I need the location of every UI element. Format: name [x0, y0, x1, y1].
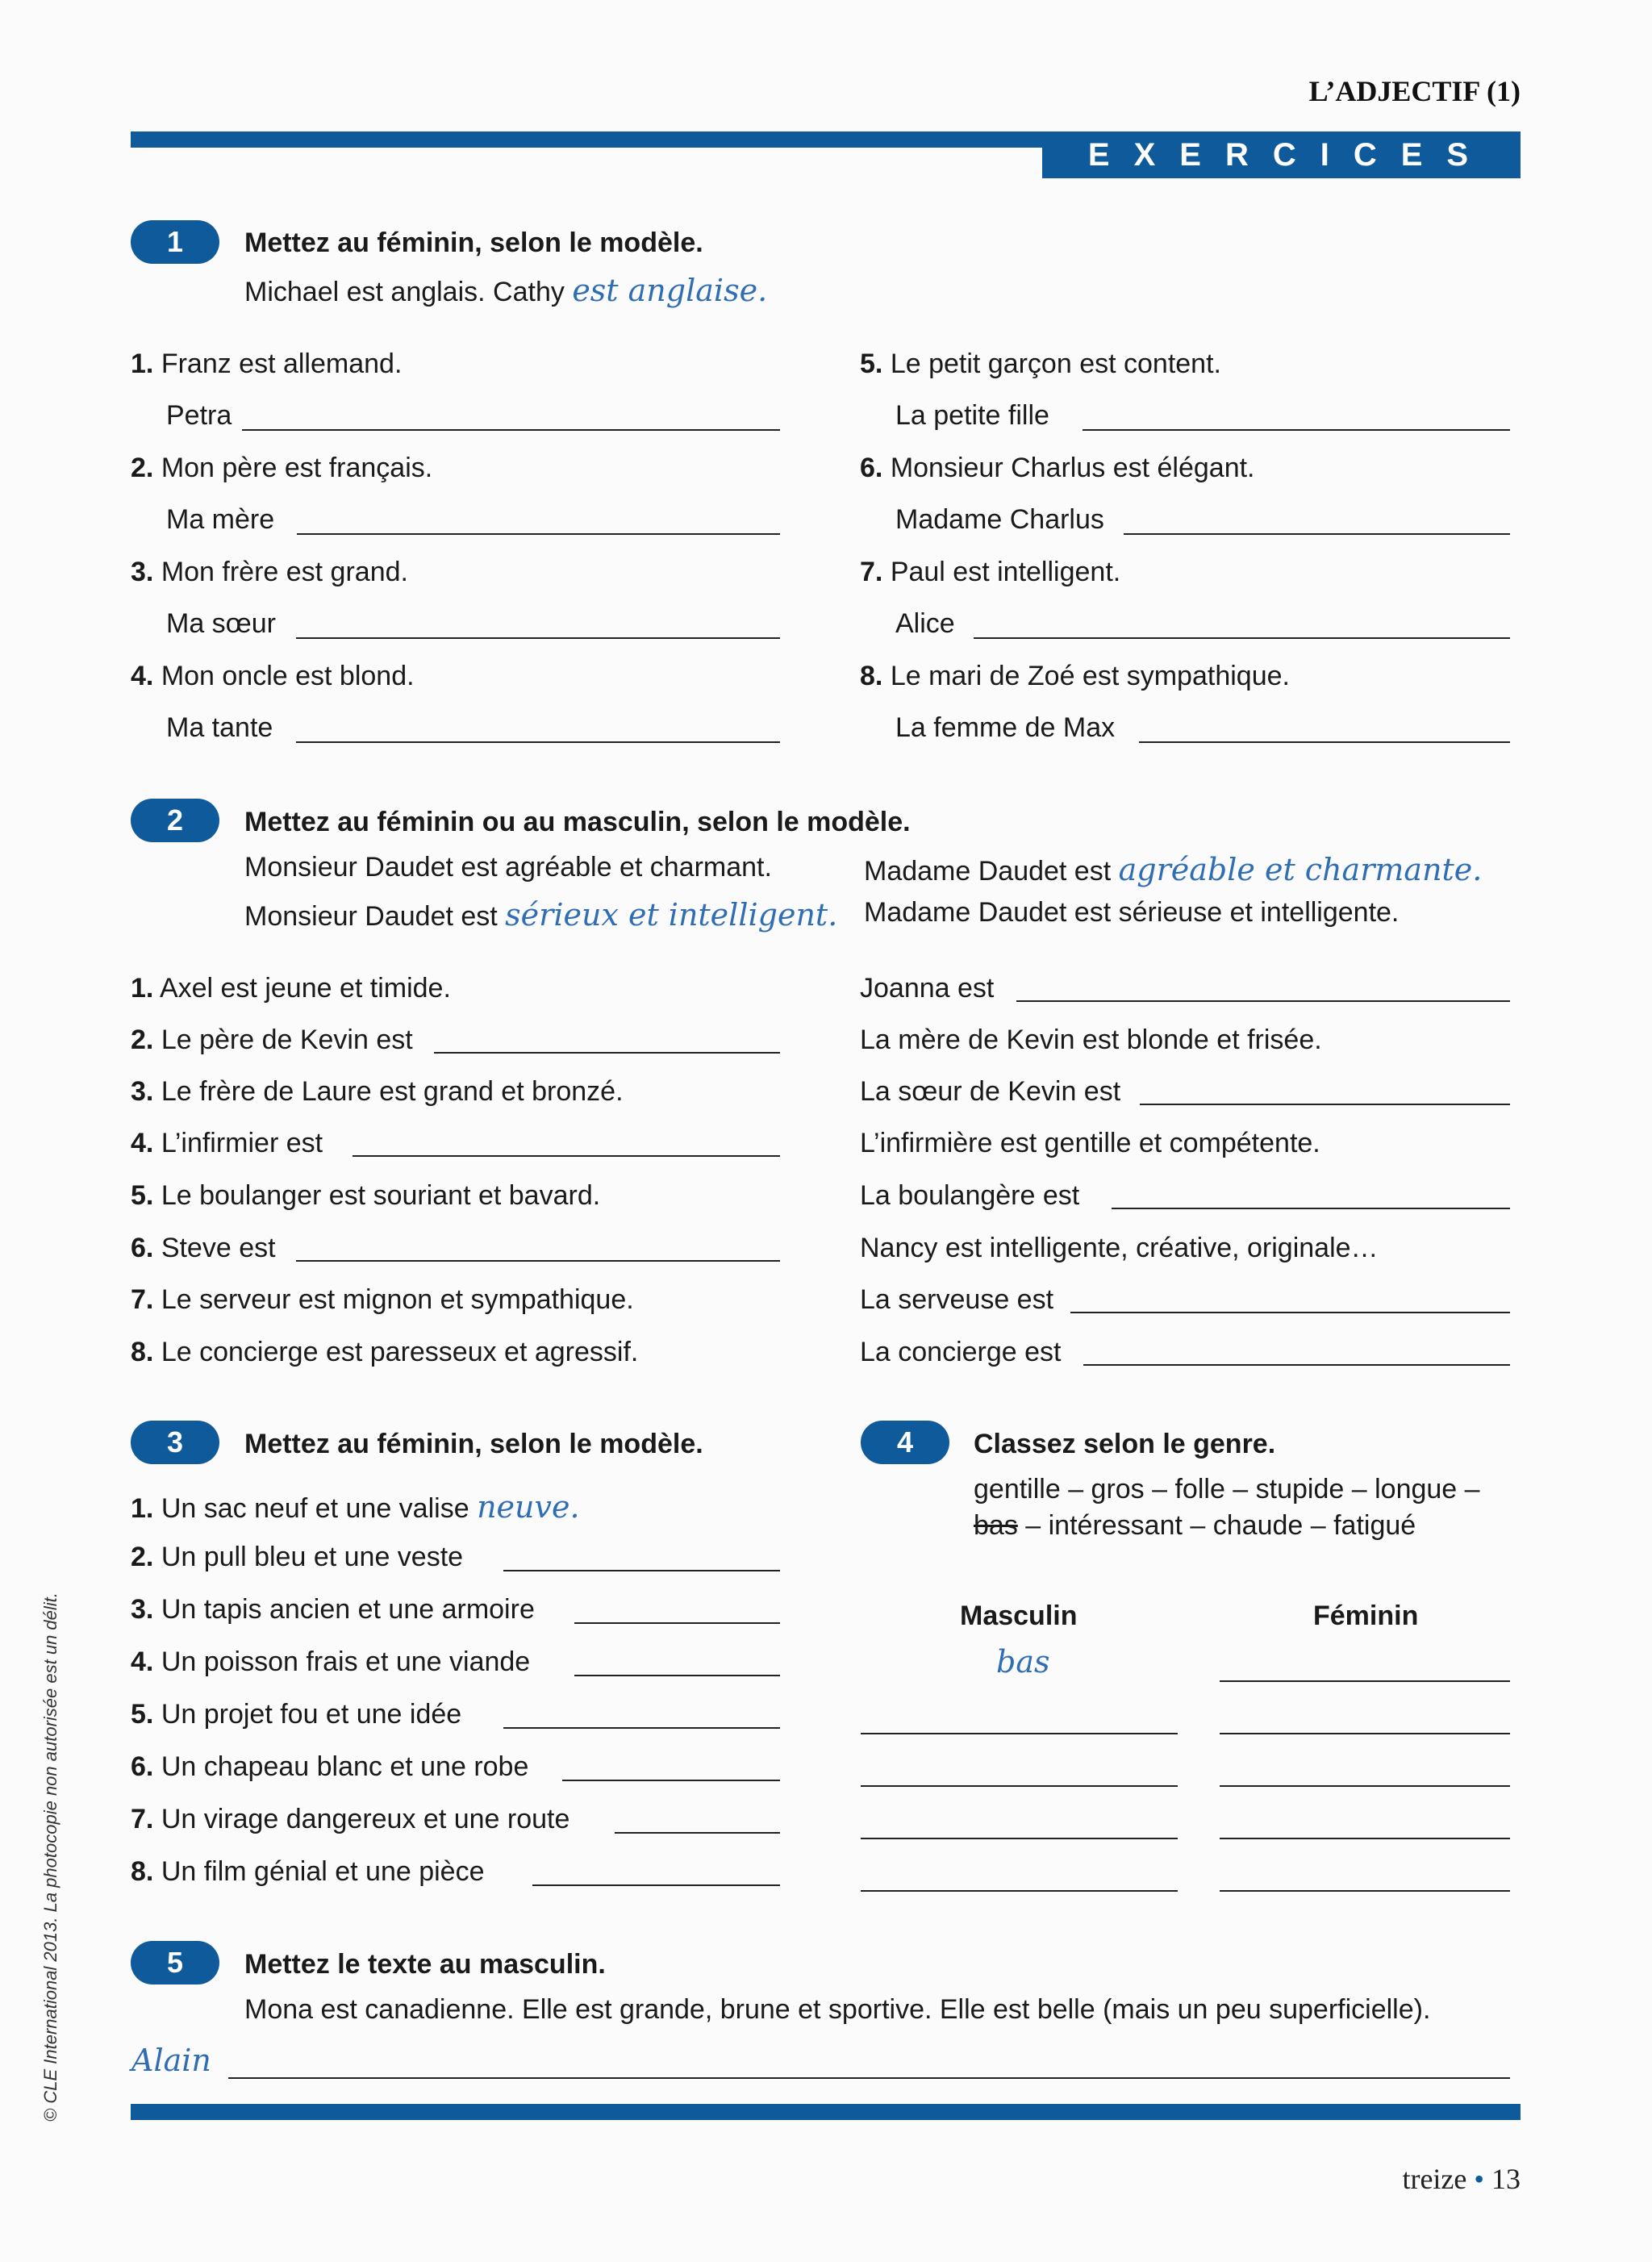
item-sentence: Un sac neuf et une valise: [161, 1493, 469, 1524]
page-number-word: treize: [1402, 2163, 1467, 2195]
header-rule: [131, 131, 1042, 148]
answer-line[interactable]: [296, 1260, 780, 1262]
feminin-answer-line[interactable]: [1220, 1890, 1510, 1892]
masculin-answer-line[interactable]: [861, 1785, 1178, 1787]
model-text: Monsieur Daudet est: [244, 901, 506, 932]
ex1-item: [131, 661, 415, 692]
ex3-item: [131, 1751, 528, 1783]
word-list-rest: – intéressant – chaude – fatigué: [1017, 1510, 1416, 1541]
ex2-left-item: [131, 1076, 624, 1108]
ex1-prompt: Ma mère: [166, 504, 275, 535]
answer-line[interactable]: [615, 1832, 780, 1834]
answer-line[interactable]: [297, 533, 780, 535]
item-number: 2.: [131, 453, 154, 483]
item-number: 4.: [131, 1128, 154, 1158]
masculin-answer-line[interactable]: [861, 1890, 1178, 1892]
item-sentence: Steve est: [161, 1233, 276, 1263]
ex2-model-left-1: Monsieur Daudet est agréable et charmant.: [244, 852, 772, 883]
ex2-left-item: [131, 1233, 276, 1264]
answer-line[interactable]: [1124, 533, 1510, 535]
ex3-item: [131, 1646, 530, 1678]
item-number: 3.: [131, 557, 154, 587]
item-number: 1.: [131, 973, 154, 1004]
ex2-left-item: [131, 1128, 323, 1159]
item-number: 7.: [860, 557, 883, 587]
ex2-right-item: La mère de Kevin est blonde et frisée.: [860, 1025, 1322, 1055]
ex2-model-right-2: Madame Daudet est sérieuse et intelligente.: [864, 897, 1400, 928]
feminin-answer-line[interactable]: [1220, 1680, 1510, 1682]
ex1-prompt: Petra: [166, 400, 232, 431]
exercise-5-badge: 5: [131, 1941, 219, 1984]
ex1-item: [131, 453, 432, 484]
item-number: 3.: [131, 1594, 154, 1625]
answer-line[interactable]: [532, 1884, 780, 1886]
answer-line[interactable]: [1083, 1364, 1510, 1366]
item-number: 4.: [131, 1646, 154, 1677]
item-number: 6.: [860, 453, 883, 483]
answer-line[interactable]: [1139, 741, 1510, 743]
answer-line[interactable]: [296, 741, 780, 743]
ex4-word-list-line-2: [974, 1510, 1416, 1542]
ex1-prompt: Ma tante: [166, 712, 273, 743]
exercise-1-instruction: Mettez au féminin, selon le modèle.: [244, 227, 703, 258]
answer-line[interactable]: [974, 637, 1510, 639]
ex2-right-item: Joanna est: [860, 973, 995, 1004]
feminin-answer-line[interactable]: [1220, 1785, 1510, 1787]
item-number: 6.: [131, 1751, 154, 1782]
item-number: 7.: [131, 1284, 154, 1315]
ex2-right-item: La sœur de Kevin est: [860, 1076, 1121, 1107]
ex1-item: [131, 557, 408, 588]
answer-line[interactable]: [242, 429, 780, 431]
item-number: 3.: [131, 1076, 154, 1107]
example-handwritten-answer: est anglaise: [572, 273, 758, 308]
ex1-item: [131, 348, 402, 380]
answer-line[interactable]: [1140, 1104, 1510, 1105]
ex2-right-item: Nancy est intelligente, créative, originale…: [860, 1233, 1379, 1263]
answer-line[interactable]: [1070, 1312, 1510, 1313]
answer-line[interactable]: [228, 2077, 1510, 2079]
ex3-item: [131, 1594, 535, 1626]
exercise-4-instruction: Classez selon le genre.: [974, 1429, 1276, 1459]
ex2-model-right-1: [864, 852, 1482, 887]
item-sentence: L’infirmier est: [161, 1128, 323, 1158]
answer-line[interactable]: [434, 1052, 780, 1054]
ex1-item: [860, 661, 1290, 692]
ex2-left-item: [131, 1284, 634, 1316]
item-sentence: Un poisson frais et une viande: [161, 1646, 531, 1677]
answer-line[interactable]: [1112, 1208, 1510, 1209]
answer-line[interactable]: [503, 1727, 780, 1729]
item-sentence: Le frère de Laure est grand et bronzé.: [161, 1076, 624, 1107]
ex2-left-item: [131, 973, 451, 1004]
item-sentence: Le boulanger est souriant et bavard.: [161, 1180, 601, 1211]
ex1-prompt: Ma sœur: [166, 608, 276, 639]
ex1-item: [860, 453, 1255, 484]
item-sentence: Mon père est français.: [161, 453, 433, 483]
item-number: 8.: [131, 1856, 154, 1887]
item-sentence: Franz est allemand.: [161, 348, 403, 379]
item-number: 4.: [131, 661, 154, 691]
ex1-prompt: Madame Charlus: [895, 504, 1104, 535]
answer-line[interactable]: [574, 1622, 780, 1624]
ex1-item: [860, 348, 1221, 380]
model-period: .: [1472, 852, 1483, 887]
item-sentence: Un projet fou et une idée: [161, 1699, 462, 1730]
item-sentence: Monsieur Charlus est élégant.: [890, 453, 1255, 483]
exercise-2-instruction: Mettez au féminin ou au masculin, selon le modèle.: [244, 807, 911, 837]
item-sentence: Le concierge est paresseux et agressif.: [161, 1337, 639, 1367]
item-number: 7.: [131, 1804, 154, 1834]
item-number: 5.: [131, 1699, 154, 1730]
ex3-item: [131, 1489, 580, 1525]
exercise-5-instruction: Mettez le texte au masculin.: [244, 1949, 606, 1980]
example-period: .: [757, 273, 768, 308]
ex3-item: [131, 1856, 485, 1888]
item-sentence: Mon oncle est blond.: [161, 661, 415, 691]
ex1-prompt: La petite fille: [895, 400, 1049, 431]
exercise-1-example: [244, 273, 767, 308]
ex3-item: [131, 1804, 569, 1835]
ex2-left-item: [131, 1025, 413, 1056]
item-number: 8.: [131, 1337, 154, 1367]
answer-line[interactable]: [503, 1570, 780, 1571]
model-handwritten-answer: sérieux et intelligent: [505, 897, 828, 933]
model-text: Madame Daudet est: [864, 856, 1119, 887]
page-number-digits: 13: [1491, 2163, 1521, 2195]
ex2-model-left-2: [244, 897, 837, 933]
column-header-masculin: Masculin: [960, 1601, 1078, 1631]
page-section-title: L’ADJECTIF (1): [1308, 75, 1521, 107]
ex2-right-item: La boulangère est: [860, 1180, 1080, 1211]
answer-line[interactable]: [1016, 1000, 1510, 1002]
column-header-feminin: Féminin: [1313, 1601, 1419, 1631]
exercices-banner: EXERCICES: [1042, 131, 1521, 178]
item-number: 6.: [131, 1233, 154, 1263]
item-number: 1.: [131, 1493, 154, 1524]
ex3-item: [131, 1542, 463, 1573]
struck-word: bas: [974, 1510, 1018, 1541]
item-sentence: Le serveur est mignon et sympathique.: [161, 1284, 634, 1315]
masculin-answer-line[interactable]: [861, 1733, 1178, 1734]
item-sentence: Un film génial et une pièce: [161, 1856, 485, 1887]
item-number: 2.: [131, 1025, 154, 1055]
copyright-notice: © CLE International 2013. La photocopie non autorisée est un délit.: [40, 1592, 60, 2122]
ex1-prompt: Alice: [895, 608, 955, 639]
exercise-5-text: Mona est canadienne. Elle est grande, brune et sportive. Elle est belle (mais un peu superficielle).: [244, 1994, 1431, 2025]
ex2-right-item: La serveuse est: [860, 1284, 1054, 1315]
item-sentence: Un chapeau blanc et une robe: [161, 1751, 529, 1782]
item-sentence: Un pull bleu et une veste: [161, 1542, 464, 1572]
ex1-item: [860, 557, 1120, 588]
item-sentence: Le petit garçon est content.: [890, 348, 1221, 379]
ex2-right-item: L’infirmière est gentille et compétente.: [860, 1128, 1320, 1158]
item-number: 8.: [860, 661, 883, 691]
ex2-left-item: [131, 1337, 638, 1368]
answer-line[interactable]: [562, 1780, 780, 1781]
masculin-answer-line[interactable]: [861, 1838, 1178, 1839]
bullet: •: [1474, 2163, 1484, 2195]
item-sentence: Le mari de Zoé est sympathique.: [890, 661, 1290, 691]
answer-line[interactable]: [353, 1155, 780, 1157]
masculin-example-answer: bas: [996, 1644, 1050, 1680]
exercise-5-handwritten-start: Alain: [131, 2043, 211, 2078]
exercise-3-instruction: Mettez au féminin, selon le modèle.: [244, 1429, 703, 1459]
page-number: [1402, 2162, 1521, 2196]
item-number: 1.: [131, 348, 154, 379]
exercise-3-badge: 3: [131, 1421, 219, 1464]
exercise-4-badge: 4: [861, 1421, 949, 1464]
exercise-2-badge: 2: [131, 799, 219, 842]
ex4-word-list-line-1: gentille – gros – folle – stupide – longue –: [974, 1474, 1480, 1505]
item-sentence: Axel est jeune et timide.: [159, 973, 451, 1004]
ex3-item: [131, 1699, 461, 1730]
example-text: Michael est anglais. Cathy: [244, 277, 573, 307]
ex2-right-item: La concierge est: [860, 1337, 1062, 1367]
item-sentence: Le père de Kevin est: [161, 1025, 413, 1055]
feminin-answer-line[interactable]: [1220, 1733, 1510, 1734]
exercise-1-badge: 1: [131, 220, 219, 264]
answer-line[interactable]: [574, 1675, 780, 1676]
feminin-answer-line[interactable]: [1220, 1838, 1510, 1839]
model-handwritten-answer: agréable et charmante: [1118, 852, 1473, 887]
item-number: 2.: [131, 1542, 154, 1572]
item-number: 5.: [131, 1180, 154, 1211]
model-period: .: [828, 897, 838, 933]
answer-line[interactable]: [296, 637, 780, 639]
item-sentence: Un virage dangereux et une route: [161, 1804, 570, 1834]
answer-line[interactable]: [1083, 429, 1510, 431]
handwritten-answer: neuve.: [477, 1489, 580, 1525]
item-sentence: Mon frère est grand.: [161, 557, 408, 587]
item-sentence: Un tapis ancien et une armoire: [161, 1594, 535, 1625]
footer-rule: [131, 2104, 1521, 2120]
item-sentence: Paul est intelligent.: [890, 557, 1121, 587]
ex1-prompt: La femme de Max: [895, 712, 1116, 743]
item-number: 5.: [860, 348, 883, 379]
ex2-left-item: [131, 1180, 600, 1212]
